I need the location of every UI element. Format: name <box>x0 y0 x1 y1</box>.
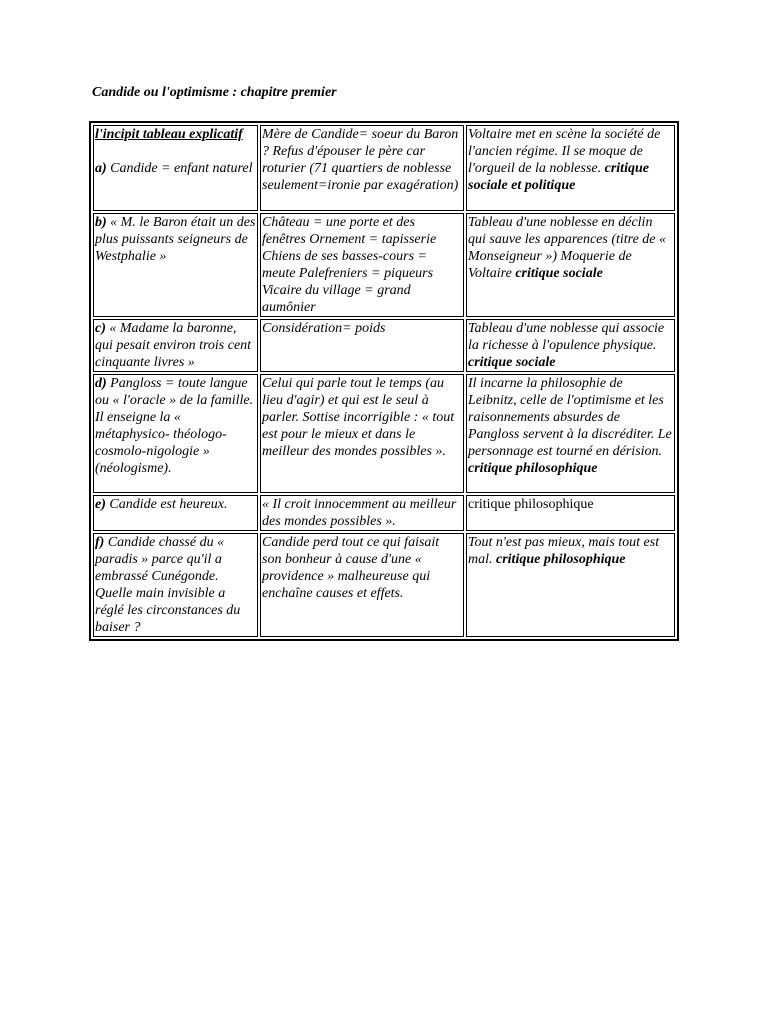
interpretation-text: Il incarne la philosophie de Leibnitz, celle de l'optimisme et les raisonnements absurdes de Pangloss servent à la discréditer. Le personnage est tourné en dérision. <box>468 376 672 459</box>
analysis-text: Château = une porte et des fenêtres Ornement = tapisserie Chiens de ses basses-cours = meute Palefreniers = piqueurs Vicaire du village = grand aumônier <box>262 215 437 315</box>
cell-incipit <box>93 319 258 372</box>
analysis-text: Candide perd tout ce qui faisait son bonheur à cause d'une « providence » malheureuse qui enchaîne causes et effets. <box>262 535 440 601</box>
column-heading: l'incipit tableau explicatif <box>95 127 243 142</box>
incipit-text: « M. le Baron était un des plus puissants seigneurs de Westphalie » <box>95 215 256 264</box>
interpretation-text: Tout n'est pas mieux, mais tout est mal. <box>468 535 660 567</box>
cell-interpretation <box>466 495 675 531</box>
cell-analysis <box>260 125 464 211</box>
row-letter: a) <box>95 161 107 176</box>
row-letter: e) <box>95 497 106 512</box>
cell-incipit <box>93 533 258 637</box>
cell-analysis <box>260 495 464 531</box>
cell-analysis <box>260 213 464 317</box>
incipit-text: « Madame la baronne, qui pesait environ trois cent cinquante livres » <box>95 321 252 370</box>
analysis-text: « Il croit innocemment au meilleur des mondes possibles ». <box>262 497 457 529</box>
critique-label: critique philosophique <box>468 497 594 512</box>
explanation-table <box>89 121 679 641</box>
incipit-text: Candide chassé du « paradis » parce qu'il a embrassé Cunégonde. Quelle main invisible a réglé les circonstances du baiser ? <box>95 535 241 635</box>
interpretation-text: Tableau d'une noblesse en déclin qui sauve les apparences (titre de « Monseigneur ») Moquerie de Voltaire <box>468 215 667 281</box>
row-letter: d) <box>95 376 107 391</box>
cell-interpretation <box>466 213 675 317</box>
table-row <box>93 213 675 317</box>
incipit-text: Candide = enfant naturel <box>106 161 253 176</box>
analysis-text: Mère de Candide= soeur du Baron ? Refus d'épouser le père car roturier (71 quartiers de noblesse seulement=ironie par exagération) <box>262 127 459 193</box>
row-letter: b) <box>95 215 107 230</box>
interpretation-text: Tableau d'une noblesse qui associe la richesse à l'opulence physique. <box>468 321 665 353</box>
row-letter: f) <box>95 535 105 550</box>
cell-analysis <box>260 374 464 493</box>
row-letter: c) <box>95 321 106 336</box>
cell-interpretation <box>466 319 675 372</box>
critique-label: critique sociale <box>515 266 603 281</box>
interpretation-text: Voltaire met en scène la société de l'ancien régime. Il se moque de l'orgueil de la noblesse. <box>468 127 661 176</box>
cell-analysis <box>260 533 464 637</box>
critique-label: critique sociale <box>468 355 556 370</box>
critique-label: critique philosophique <box>496 552 626 567</box>
table-row <box>93 495 675 531</box>
cell-incipit <box>93 125 258 211</box>
critique-label: critique philosophique <box>468 461 598 476</box>
analysis-text: Considération= poids <box>262 321 386 336</box>
cell-interpretation <box>466 374 675 493</box>
cell-interpretation <box>466 125 675 211</box>
cell-incipit <box>93 374 258 493</box>
analysis-text: Celui qui parle tout le temps (au lieu d'agir) et qui est le seul à parler. Sottise incorrigible : « tout est pour le mieux et dans le meilleur des mondes possibles ». <box>262 376 455 459</box>
incipit-text: Pangloss = toute langue ou « l'oracle » de la famille. Il enseigne la « métaphysico- théologo-cosmolo-nigologie » (néologisme). <box>95 376 254 476</box>
table-row <box>93 125 675 211</box>
cell-incipit <box>93 495 258 531</box>
cell-analysis <box>260 319 464 372</box>
cell-incipit <box>93 213 258 317</box>
incipit-text: Candide est heureux. <box>105 497 228 512</box>
table-row <box>93 374 675 493</box>
critique-label: critique sociale et politique <box>468 161 649 193</box>
table-row <box>93 533 675 637</box>
cell-interpretation <box>466 533 675 637</box>
page-title: Candide ou l'optimisme : chapitre premier <box>92 85 337 100</box>
table-row <box>93 319 675 372</box>
